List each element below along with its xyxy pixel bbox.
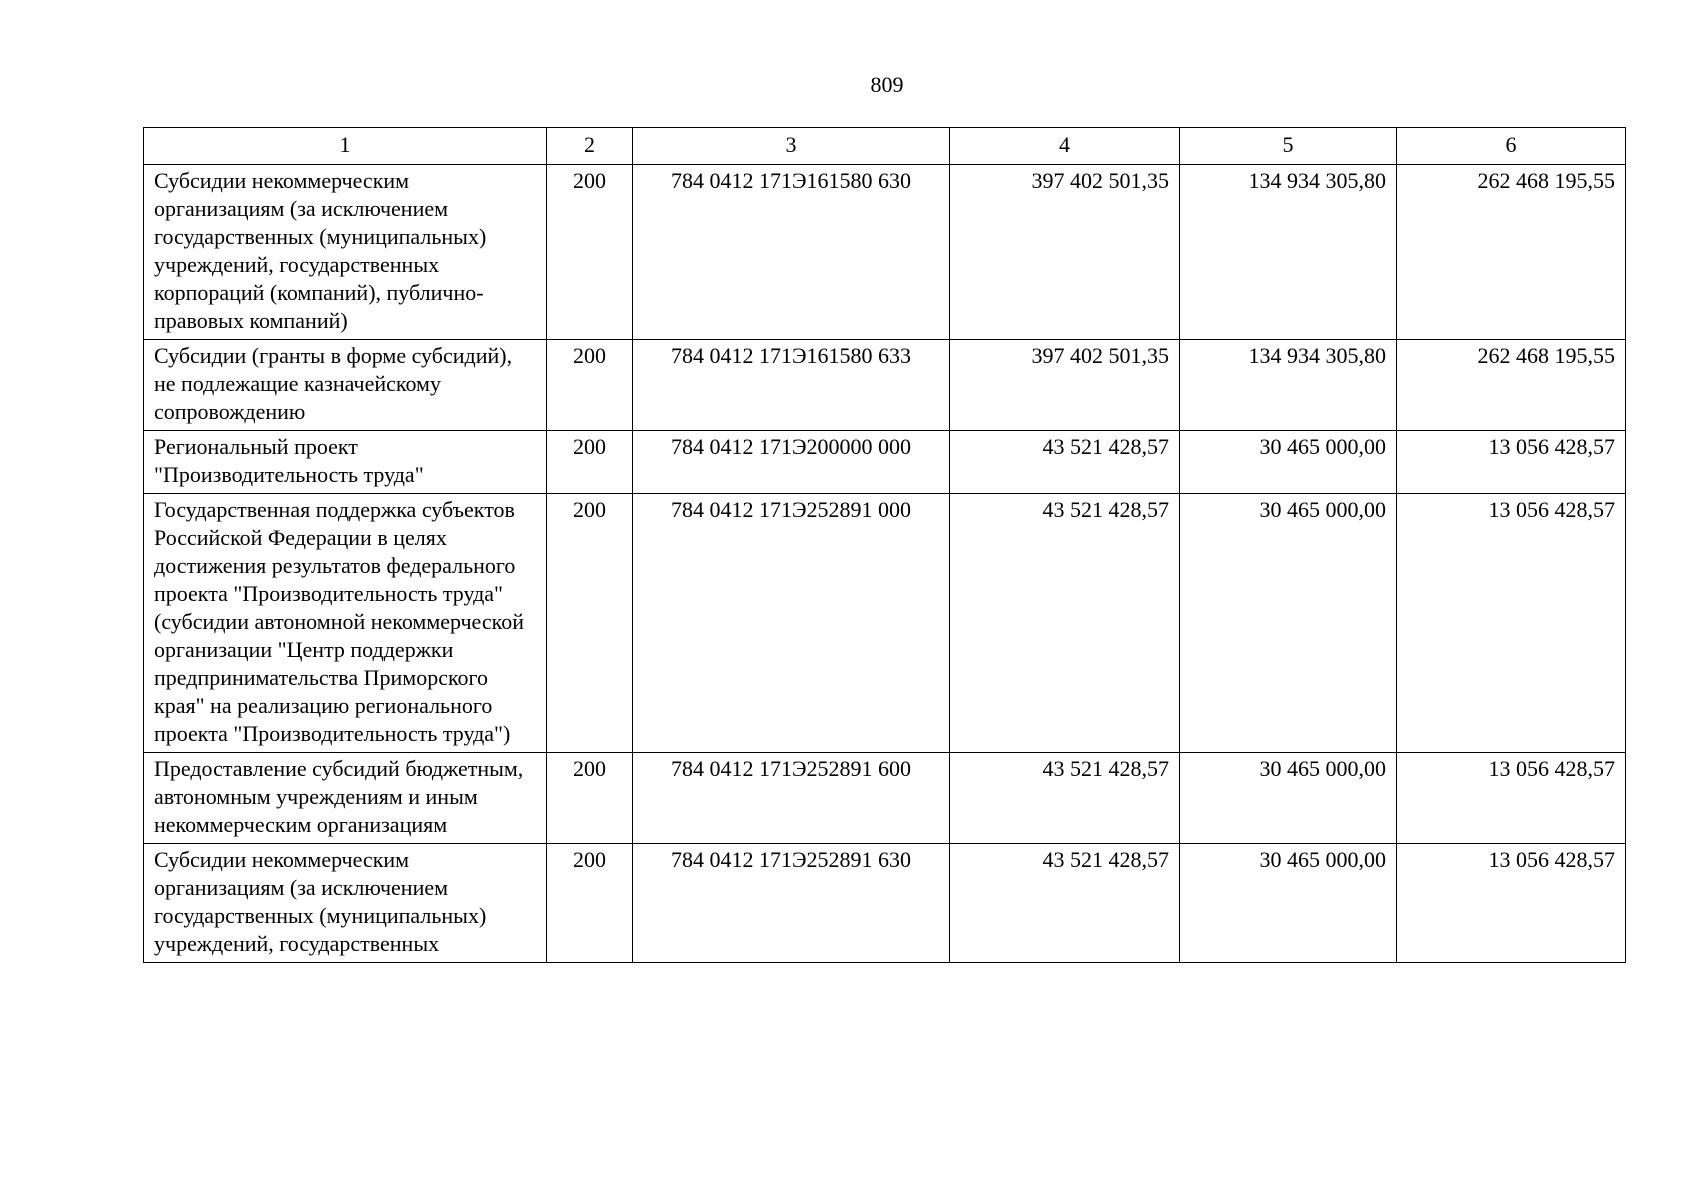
table-row <box>144 340 1626 431</box>
table-row <box>144 844 1626 963</box>
row-name-cell: Субсидии некоммерческим организациям (за исключением государственных (муниципальных) учреждений, государственных корпораций (компаний), публично-правовых компаний) <box>144 165 547 340</box>
row-value-5-cell: 30 465 000,00 <box>1180 844 1397 963</box>
row-value-6-cell: 262 468 195,55 <box>1397 165 1626 340</box>
row-value-6-cell: 13 056 428,57 <box>1397 431 1626 494</box>
column-header-3: 3 <box>633 128 950 165</box>
row-name-cell: Субсидии (гранты в форме субсидий), не подлежащие казначейскому сопровождению <box>144 340 547 431</box>
row-code-cell: 200 <box>547 494 633 753</box>
row-kbk-cell: 784 0412 171Э161580 633 <box>633 340 950 431</box>
row-value-5-cell: 134 934 305,80 <box>1180 165 1397 340</box>
row-value-6-cell: 262 468 195,55 <box>1397 340 1626 431</box>
row-name-cell: Государственная поддержка субъектов Российской Федерации в целях достижения результатов федерального проекта "Производительность труда" (субсидии автономной некоммерческой организации "Центр поддержки предпринимательства Приморского края" на реализацию регионального проекта "Производительность труда") <box>144 494 547 753</box>
row-value-6-cell: 13 056 428,57 <box>1397 494 1626 753</box>
row-value-5-cell: 30 465 000,00 <box>1180 431 1397 494</box>
row-code-cell: 200 <box>547 340 633 431</box>
column-header-5: 5 <box>1180 128 1397 165</box>
row-name-cell: Субсидии некоммерческим организациям (за исключением государственных (муниципальных) учреждений, государственных <box>144 844 547 963</box>
row-value-4-cell: 43 521 428,57 <box>950 844 1180 963</box>
row-code-cell: 200 <box>547 753 633 844</box>
row-value-4-cell: 43 521 428,57 <box>950 431 1180 494</box>
row-name-cell: Региональный проект "Производительность труда" <box>144 431 547 494</box>
table-row <box>144 165 1626 340</box>
budget-table <box>143 127 1626 963</box>
row-value-5-cell: 30 465 000,00 <box>1180 753 1397 844</box>
column-header-6: 6 <box>1397 128 1626 165</box>
row-code-cell: 200 <box>547 431 633 494</box>
row-code-cell: 200 <box>547 165 633 340</box>
row-value-6-cell: 13 056 428,57 <box>1397 753 1626 844</box>
table-row <box>144 494 1626 753</box>
row-value-4-cell: 397 402 501,35 <box>950 165 1180 340</box>
row-kbk-cell: 784 0412 171Э161580 630 <box>633 165 950 340</box>
row-value-6-cell: 13 056 428,57 <box>1397 844 1626 963</box>
table-row <box>144 431 1626 494</box>
row-value-5-cell: 30 465 000,00 <box>1180 494 1397 753</box>
row-kbk-cell: 784 0412 171Э252891 630 <box>633 844 950 963</box>
row-kbk-cell: 784 0412 171Э200000 000 <box>633 431 950 494</box>
row-kbk-cell: 784 0412 171Э252891 000 <box>633 494 950 753</box>
column-number-row <box>144 128 1626 165</box>
page-number: 809 <box>870 72 904 97</box>
row-value-4-cell: 397 402 501,35 <box>950 340 1180 431</box>
row-name-cell: Предоставление субсидий бюджетным, автономным учреждениям и иным некоммерческим организациям <box>144 753 547 844</box>
row-value-4-cell: 43 521 428,57 <box>950 494 1180 753</box>
column-header-2: 2 <box>547 128 633 165</box>
row-value-5-cell: 134 934 305,80 <box>1180 340 1397 431</box>
table-row <box>144 753 1626 844</box>
column-header-1: 1 <box>144 128 547 165</box>
column-header-4: 4 <box>950 128 1180 165</box>
row-value-4-cell: 43 521 428,57 <box>950 753 1180 844</box>
row-kbk-cell: 784 0412 171Э252891 600 <box>633 753 950 844</box>
row-code-cell: 200 <box>547 844 633 963</box>
